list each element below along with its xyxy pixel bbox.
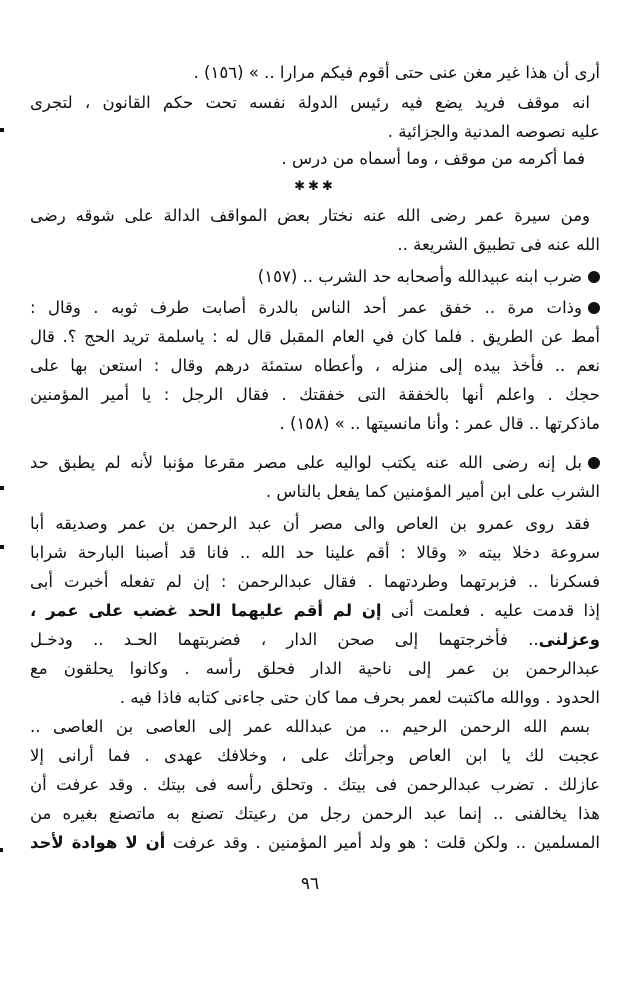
- text-line: الله عنه فى تطبيق الشريعة ..: [397, 235, 600, 254]
- text-line: نعم .. فأخذ بيده إلى منزله ، وأعطاه ستمئة درهم وقال : استعن بها على: [30, 356, 600, 375]
- text-line: عليه نصوصه المدنية والجزائية .: [387, 122, 600, 141]
- text-line: عازلك . تضرب عبدالرحمن فى بيتك . وتحلق رأسه فى بيتك . وقد عرفت أن: [30, 775, 600, 794]
- bullet-icon: [588, 302, 600, 314]
- text-segment: إذا قدمت عليه . فعلمت أنى: [390, 601, 600, 620]
- scan-mark: [0, 486, 4, 490]
- section-separator: ✱✱✱: [294, 179, 336, 194]
- text-line: بسم الله الرحمن الرحيم .. من عبدالله عمر إلى العاصى بن العاصى ..: [30, 717, 590, 736]
- text-line: فما أكرمه من موقف ، وما أسماه من درس .: [281, 149, 585, 168]
- emphasized-text: أن لا هوادة لأحد: [30, 833, 166, 852]
- bullet-item: [30, 448, 600, 478]
- bullet-text: وذات مرة .. خفق عمر أحد الناس بالدرة أصابت طرف ثوبه . وقال :: [30, 298, 582, 317]
- bullet-item: [30, 293, 600, 323]
- text-line: الحدود . ووالله ماكتبت لعمر بحرف مما كان حتى جاءنى كتابه فاذا فيه .: [119, 688, 600, 707]
- text-line: عبدالرحمن بن عمر إلى ناحية الدار فحلق رأسه . وكانوا يحلقون مع: [30, 659, 600, 678]
- text-line: ماذكرتها .. قال عمر : وأنا مانسيتها .. » (١٥٨) .: [279, 414, 600, 433]
- bullet-icon: [588, 271, 600, 283]
- scan-mark: [0, 848, 3, 852]
- bullet-icon: [588, 457, 600, 469]
- scan-mark: [0, 545, 4, 549]
- text-line: [30, 625, 600, 655]
- emphasized-text: وعزلنى: [538, 630, 600, 649]
- text-line: [30, 596, 600, 626]
- text-line: [30, 828, 600, 858]
- bullet-text: ضرب ابنه عبيدالله وأصحابه حد الشرب .. (١٥٧): [257, 267, 582, 286]
- text-segment: المسلمين .. ولكن قلت : هو ولد أمير المؤمنين . وقد عرفت: [172, 833, 600, 852]
- text-line: الشرب على ابن أمير المؤمنين كما يفعل بالناس .: [265, 482, 600, 501]
- text-line: هذا يخالفنى .. إنما عبد الرحمن رجل من رعيتك تصنع به ماتصنع بغيره من: [30, 804, 600, 823]
- text-segment: .. فأخرجتهما إلى صحن الدار ، فضربتهما الحـد .. ودخـل: [30, 630, 539, 649]
- text-line: أمط عن الطريق . فلما كان في العام المقبل قال له : ياسلمة تريد الحج ؟. قال: [30, 327, 600, 346]
- text-line: عجبت لك يا ابن العاص وجرأتك على ، وخلافك عهدى . فما أرانى إلا: [30, 746, 600, 765]
- text-line: انه موقف فريد يضع فيه رئيس الدولة نفسه تحت حكم القانون ، لتجرى: [30, 93, 590, 112]
- page-number: ٩٦: [300, 874, 320, 894]
- text-line: فسكرنا .. فزبرتهما وطردتهما . فقال عبدالرحمن : إن لم تفعله أخبرت أبى: [30, 572, 600, 591]
- bullet-item: [30, 262, 600, 292]
- text-line: أرى أن هذا غير مغن عنى حتى أقوم فيكم مرارا .. » (١٥٦) .: [193, 63, 600, 82]
- text-line: حجك . واعلم أنها بالخفقة التى خفقتك . فقال الرجل : يا أمير المؤمنين: [30, 385, 600, 404]
- text-line: ومن سيرة عمر رضى الله عنه نختار بعض المواقف الدالة على شوقه رضى: [30, 206, 590, 225]
- bullet-text: بل إنه رضى الله عنه يكتب لواليه على مصر مقرعا مؤنبا لأنه لم يطبق حد: [30, 453, 582, 472]
- emphasized-text: إن لم أقم عليهما الحد غضب على عمر ،: [30, 601, 382, 620]
- text-line: فقد روى عمرو بن العاص والى مصر أن عبد الرحمن بن عمر وصديقه أبا: [30, 514, 590, 533]
- text-line: سروعة دخلا بيته « وقالا : أقم علينا حد الله .. فانا قد أصبنا البارحة شرابا: [30, 543, 600, 562]
- scan-mark: [0, 128, 4, 132]
